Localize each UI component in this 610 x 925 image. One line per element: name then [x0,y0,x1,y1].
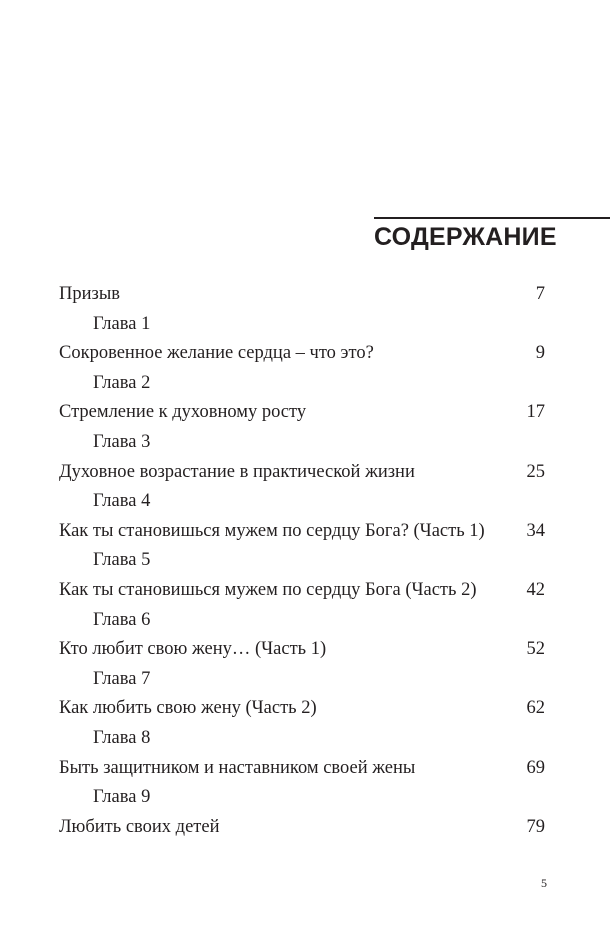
table-of-contents [59,280,545,842]
toc-entry-title: Духовное возрастание в практической жизни [59,461,415,482]
toc-entry-title: Любить своих детей [59,816,220,837]
toc-entry [59,813,545,843]
toc-entry [59,754,545,784]
toc-entry-title: Сокровенное желание сердца – что это? [59,343,374,364]
page-number: 5 [541,876,547,890]
toc-entry-page: 34 [526,520,545,541]
toc-entry [59,576,545,606]
chapter-label: Глава 8 [93,727,151,748]
chapter-label: Глава 3 [93,431,151,452]
toc-entry [59,398,545,428]
toc-entry [59,517,545,547]
toc-entry-prologue [59,280,545,310]
chapter-label: Глава 1 [93,313,151,334]
chapter-label: Глава 5 [93,550,151,571]
toc-entry-page: 25 [526,461,545,482]
toc-entry-page: 52 [526,639,545,660]
toc-entry-page: 7 [535,284,545,304]
toc-entry [59,694,545,724]
chapter-label: Глава 2 [93,372,151,393]
toc-entry-title: Быть защитником и наставником своей жены [59,757,416,778]
chapter-label: Глава 6 [93,609,151,630]
toc-entry-title: Как любить свою жену (Часть 2) [59,698,317,719]
heading-rule [374,217,610,219]
toc-entry-title: Стремление к духовному росту [59,402,307,423]
toc-entry-page: 62 [526,698,545,719]
toc-entry-title: Призыв [59,284,120,304]
chapter-label: Глава 7 [93,668,151,689]
toc-entry [59,635,545,665]
page-title: СОДЕРЖАНИЕ [374,223,557,251]
toc-entry [59,458,545,488]
toc-entry-page: 79 [526,816,545,837]
toc-entry-title: Как ты становишься мужем по сердцу Бога? (Часть 1) [59,520,485,541]
toc-entry [59,339,545,369]
chapter-label: Глава 9 [93,787,151,808]
toc-entry-page: 69 [526,757,545,778]
toc-entry-page: 17 [526,402,545,423]
toc-entry-page: 42 [526,579,545,600]
toc-entry-title: Кто любит свою жену… (Часть 1) [59,639,327,660]
toc-entry-title: Как ты становишься мужем по сердцу Бога (Часть 2) [59,579,477,600]
chapter-label: Глава 4 [93,491,151,512]
toc-entry-page: 9 [535,343,545,364]
